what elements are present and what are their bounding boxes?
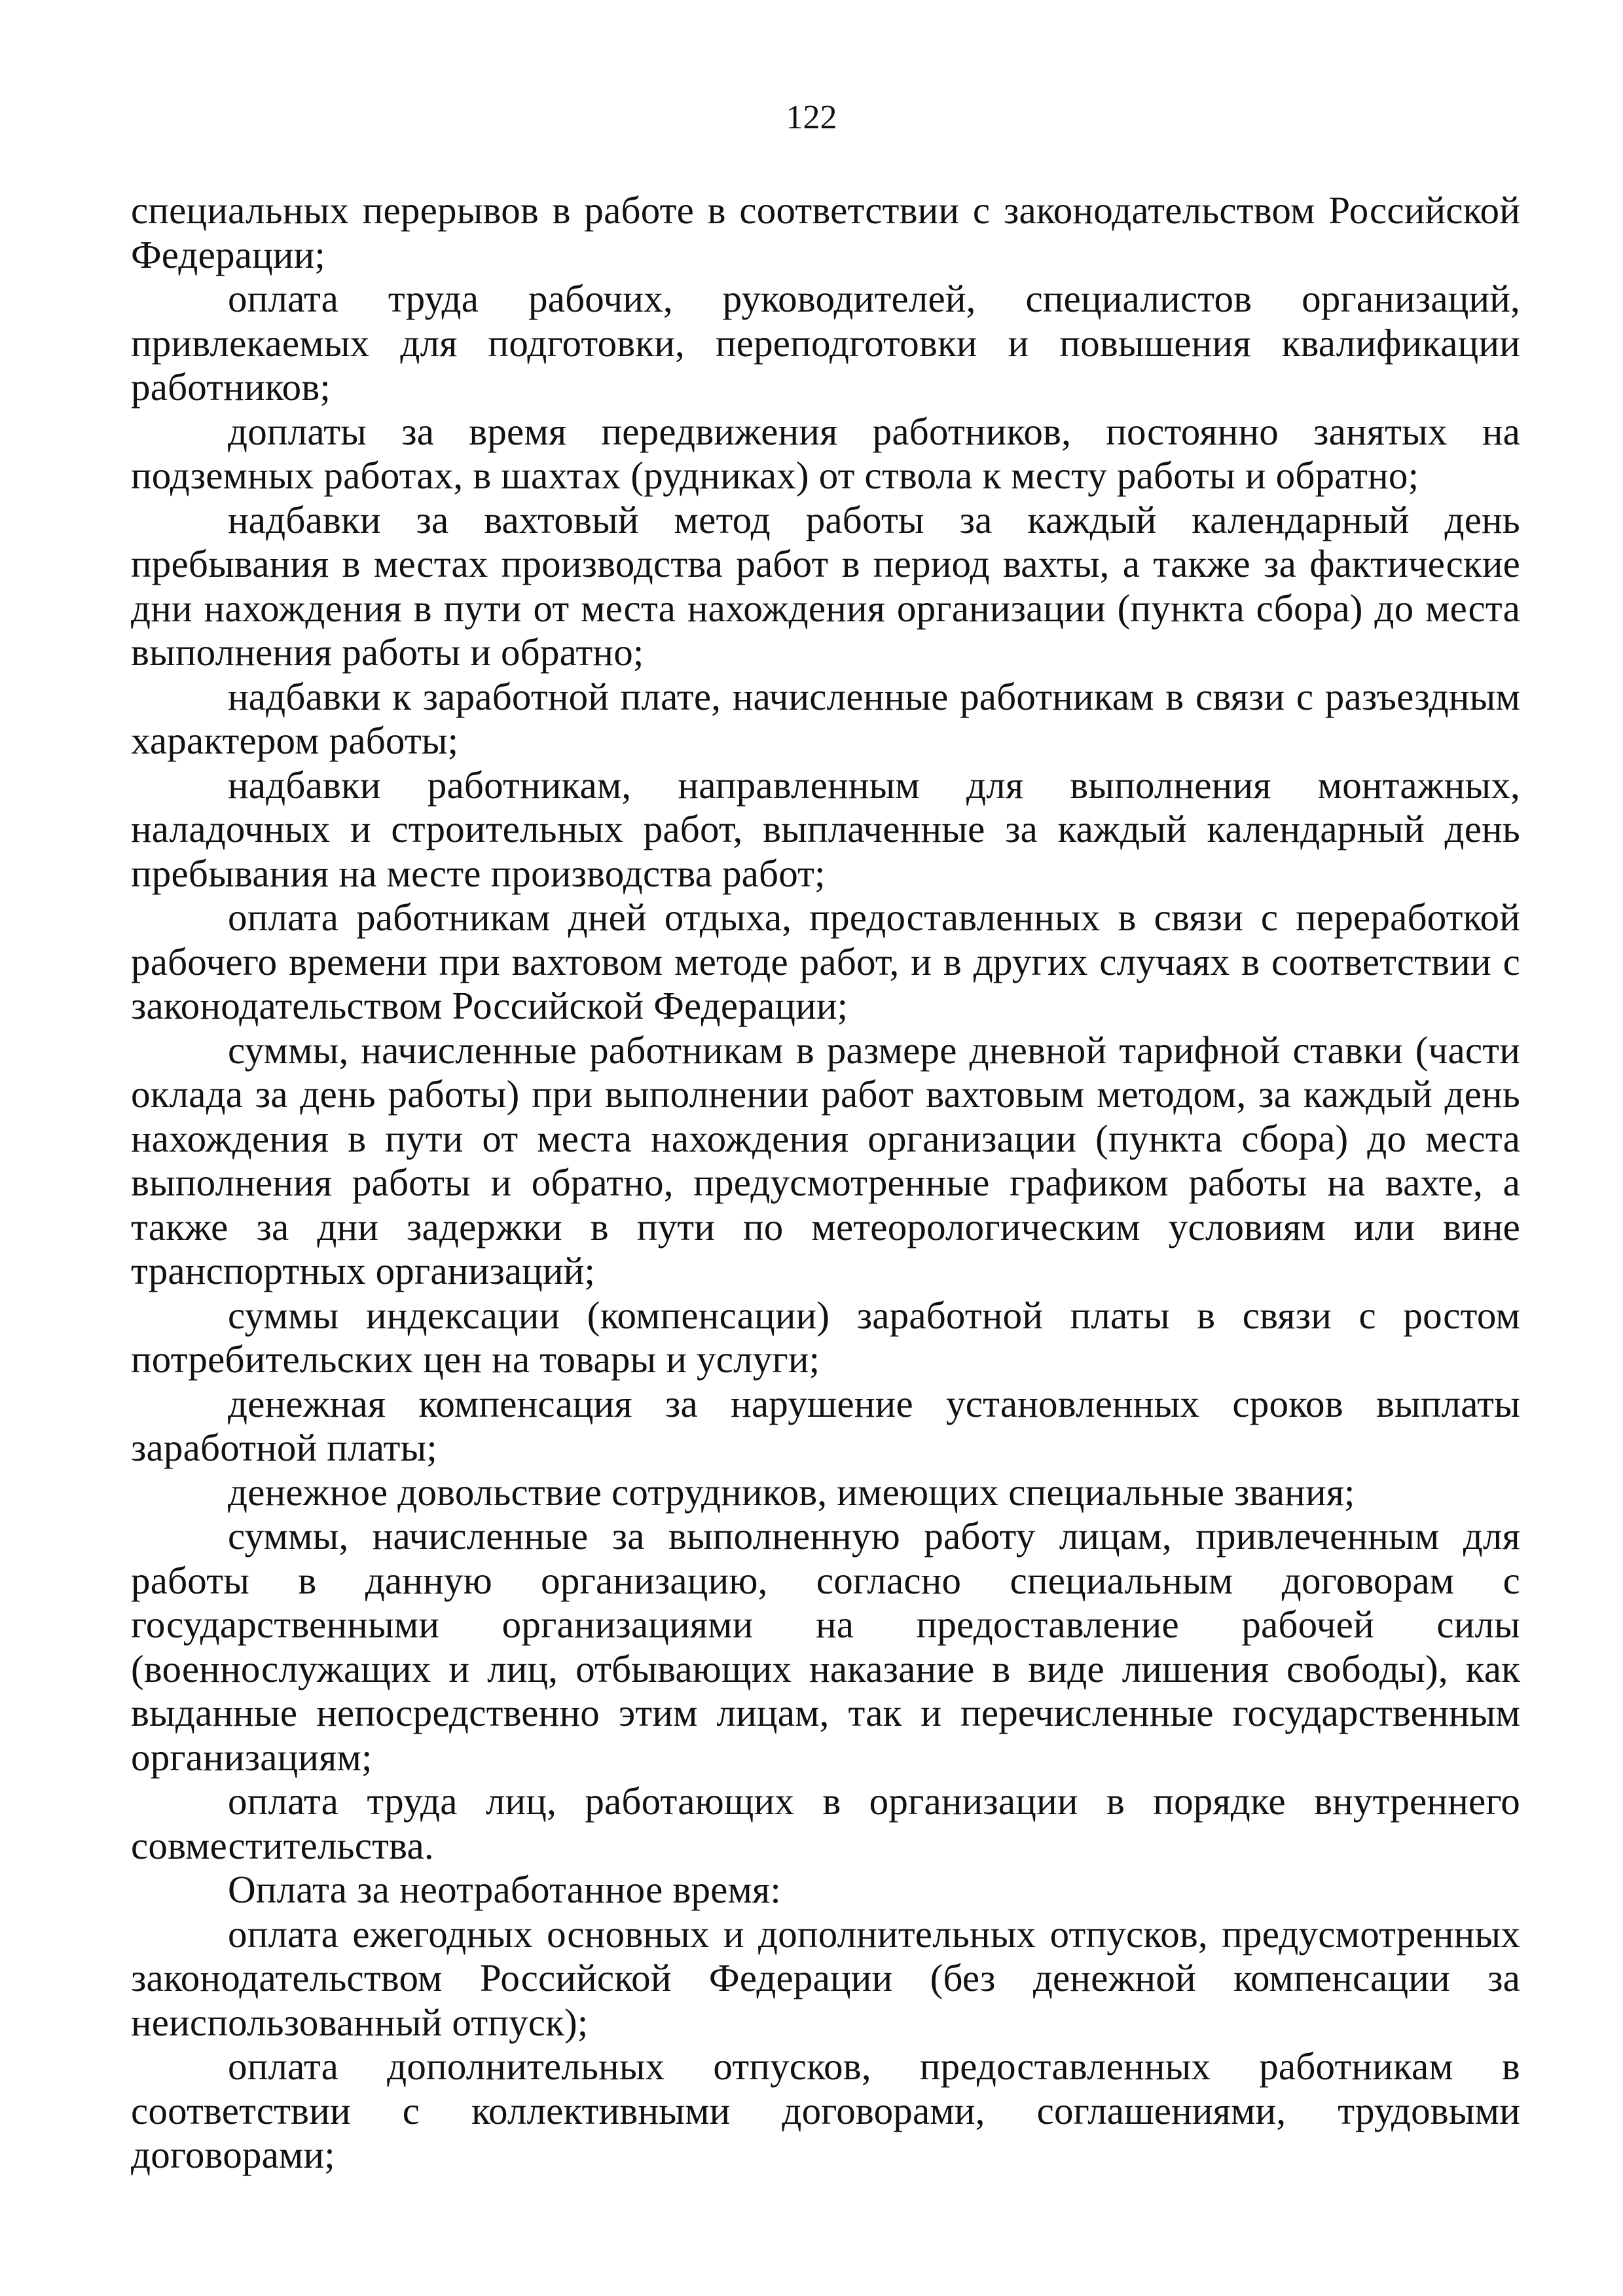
- paragraph: оплата дополнительных отпусков, предоставленных работникам в соответствии с коллективными договорами, соглашениями, трудовыми договорами;: [131, 2045, 1520, 2176]
- paragraph: оплата труда лиц, работающих в организации в порядке внутреннего совместительства.: [131, 1779, 1520, 1867]
- page-number: 122: [786, 99, 837, 136]
- paragraph: оплата труда рабочих, руководителей, специалистов организаций, привлекаемых для подготовки, переподготовки и повышения квалификации работников;: [131, 277, 1520, 409]
- paragraph: надбавки работникам, направленным для выполнения монтажных, наладочных и строительных работ, выплаченные за каждый календарный день пребывания на месте производства работ;: [131, 763, 1520, 895]
- paragraph: доплаты за время передвижения работников, постоянно занятых на подземных работах, в шахтах (рудниках) от ствола к месту работы и обратно;: [131, 409, 1520, 497]
- paragraph: денежная компенсация за нарушение установленных сроков выплаты заработной платы;: [131, 1381, 1520, 1469]
- paragraph: надбавки за вахтовый метод работы за каждый календарный день пребывания в местах производства работ в период вахты, а также за фактические дни нахождения в пути от места нахождения организации (пункта сбора) до места выполнения работы и обратно;: [131, 498, 1520, 674]
- paragraph: суммы индексации (компенсации) заработной платы в связи с ростом потребительских цен на товары и услуги;: [131, 1293, 1520, 1381]
- paragraph: оплата работникам дней отдыха, предоставленных в связи с переработкой рабочего времени при вахтовом методе работ, и в других случаях в соответствии с законодательством Российской Федерации;: [131, 896, 1520, 1027]
- section-heading: Оплата за неотработанное время:: [228, 1868, 781, 1911]
- paragraph: суммы, начисленные работникам в размере дневной тарифной ставки (части оклада за день работы) при выполнении работ вахтовым методом, за каждый день нахождения в пути от места нахождения организации (пункта сбора) до места выполнения работы и обратно, предусмотренные графиком работы на вахте, а также за дни задержки в пути по метеорологическим условиям или вине транспортных организаций;: [131, 1028, 1520, 1292]
- paragraph: денежное довольствие сотрудников, имеющих специальные звания;: [228, 1470, 1355, 1514]
- paragraph: специальных перерывов в работе в соответствии с законодательством Российской Федерации;: [131, 189, 1520, 276]
- paragraph: суммы, начисленные за выполненную работу лицам, привлеченным для работы в данную организацию, согласно специальным договорам с государственными организациями на предоставление рабочей силы (военнослужащих и лиц, отбывающих наказание в виде лишения свободы), как выданные непосредственно этим лицам, так и перечисленные государственным организациям;: [131, 1514, 1520, 1779]
- paragraph: надбавки к заработной плате, начисленные работникам в связи с разъездным характером работы;: [131, 674, 1520, 762]
- paragraph: оплата ежегодных основных и дополнительных отпусков, предусмотренных законодательством Российской Федерации (без денежной компенсации за неиспользованный отпуск);: [131, 1912, 1520, 2044]
- document-body: [131, 189, 1520, 2178]
